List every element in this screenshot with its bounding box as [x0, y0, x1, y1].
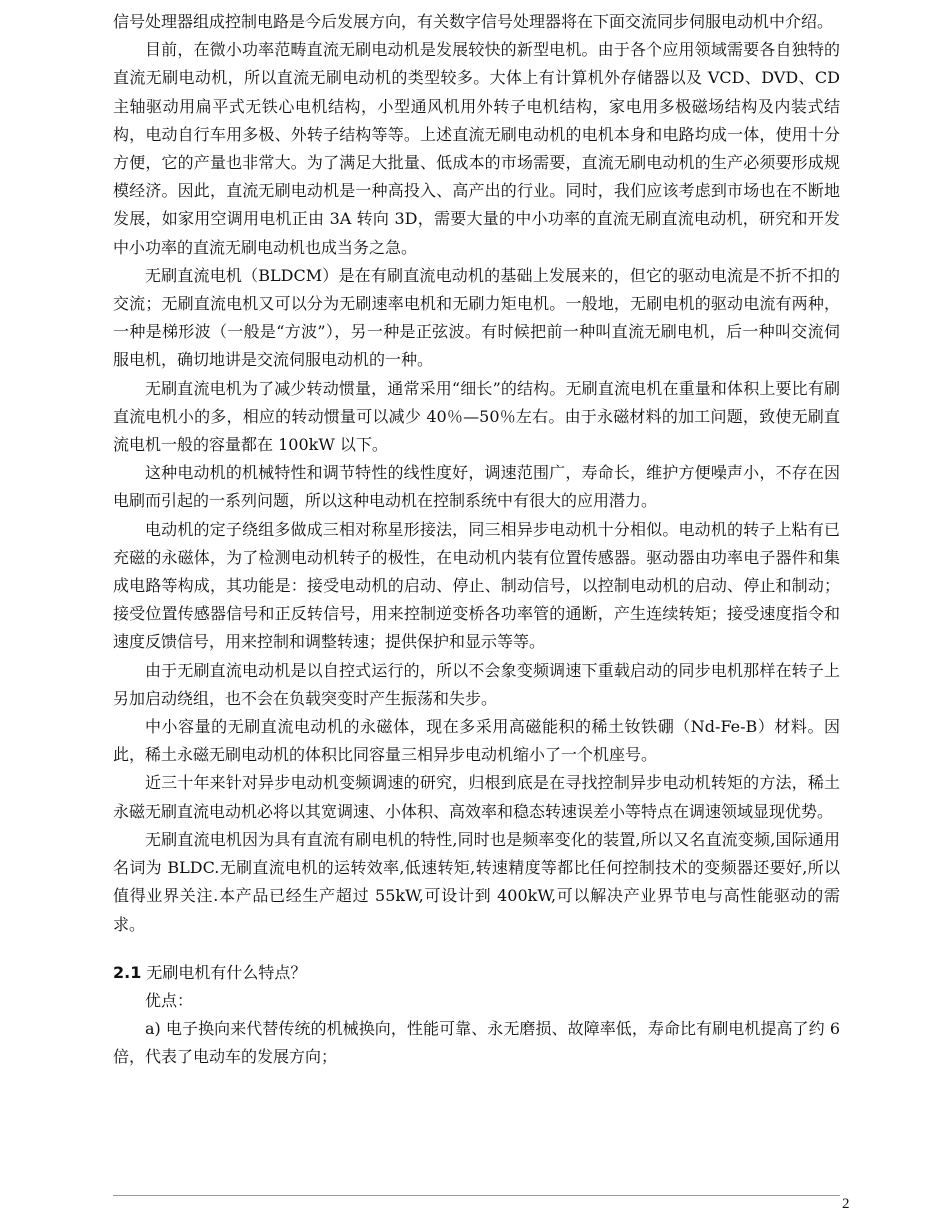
paragraph-9: 近三十年来针对异步电动机变频调速的研究，归根到底是在寻找控制异步电动机转矩的方法，稀土永磁无刷直流电动机必将以其宽调速、小体积、高效率和稳态转速误差小等特点在调速领域显现优势。: [113, 773, 840, 821]
paragraph-2: 目前，在微小功率范畴直流无刷电动机是发展较快的新型电机。由于各个应用领域需要各自独特的直流无刷电动机，所以直流无刷电动机的类型较多。大体上有计算机外存储器以及 VCD、DVD、CD 主轴驱动用扁平式无铁心电机结构，小型通风机用外转子电机结构，家电用多极磁场结构及内装式结构，电动自行车用多极、外转子结构等等。上述直流无刷电动机的电机本身和电路均成一体，使用十分方便，它的产量也非常大。为了满足大批量、低成本的市场需要，直流无刷电动机的生产必须要形成规模经济。因此，直流无刷电动机是一种高投入、高产出的行业。同时，我们应该考虑到市场也在不断地发展，如家用空调用电机正由 3A 转向 3D，需要大量的中小功率的直流无刷直流电动机，研究和开发中小功率的直流无刷电动机也成当务之急。: [113, 40, 846, 257]
paragraph-5: 这种电动机的机械特性和调节特性的线性度好，调速范围广，寿命长，维护方便噪声小，不存在因电刷而引起的一系列问题，所以这种电动机在控制系统中有很大的应用潜力。: [113, 463, 840, 511]
paragraph-advantage-a: a) 电子换向来代替传统的机械换向，性能可靠、永无磨损、故障率低，寿命比有刷电机提高了约 6 倍，代表了电动车的发展方向；: [113, 1019, 846, 1067]
footer-divider: [113, 1195, 840, 1196]
paragraph-7: 由于无刷直流电动机是以自控式运行的，所以不会象变频调速下重载启动的同步电机那样在转子上另加启动绕组，也不会在负载突变时产生振荡和失步。: [113, 660, 840, 708]
paragraph-4: 无刷直流电机为了减少转动惯量，通常采用“细长”的结构。无刷直流电机在重量和体积上要比有刷直流电机小的多，相应的转动惯量可以减少 40％—50％左右。由于永磁材料的加工问题，致使无刷直流电机一般的容量都在 100kW 以下。: [113, 378, 840, 455]
page-body: [113, 0, 846, 1072]
section-title: 无刷电机有什么特点？: [141, 962, 307, 982]
paragraph-6: 电动机的定子绕组多做成三相对称星形接法，同三相异步电动机十分相似。电动机的转子上粘有已充磁的永磁体，为了检测电动机转子的极性，在电动机内装有位置传感器。驱动器由功率电子器件和集成电路等构成，其功能是：接受电动机的启动、停止、制动信号，以控制电动机的启动、停止和制动；接受位置传感器信号和正反转信号，用来控制逆变桥各功率管的通断，产生连续转矩；接受速度指令和速度反馈信号，用来控制和调整转速；提供保护和显示等等。: [113, 519, 840, 652]
page-number: 2: [842, 1196, 850, 1212]
paragraph-1: 信号处理器组成控制电路是今后发展方向，有关数字信号处理器将在下面交流同步伺服电动机中介绍。: [113, 12, 834, 31]
paragraph-8: 中小容量的无刷直流电动机的永磁体，现在多采用高磁能积的稀土钕铁硼（Nd-Fe-B）材料。因此，稀土永磁无刷电动机的体积比同容量三相异步电动机缩小了一个机座号。: [113, 717, 840, 765]
paragraph-3: 无刷直流电机（BLDCM）是在有刷直流电动机的基础上发展来的，但它的驱动电流是不折不扣的交流；无刷直流电机又可以分为无刷速率电机和无刷力矩电机。一般地，无刷电机的驱动电流有两种，一种是梯形波（一般是“方波”），另一种是正弦波。有时候把前一种叫直流无刷电机，后一种叫交流伺服电机，确切地讲是交流伺服电动机的一种。: [113, 265, 840, 370]
section-heading: [113, 959, 840, 987]
section-number: 2.1: [113, 962, 142, 982]
paragraph-10: 无刷直流电机因为具有直流有刷电机的特性,同时也是频率变化的装置,所以又名直流变频,国际通用名词为 BLDC.无刷直流电机的运转效率,低速转矩,转速精度等都比任何控制技术的变频器还要好,所以值得业界关注.本产品已经生产超过 55kW,可设计到 400kW,可以解决产业界节电与高性能驱动的需求。: [113, 829, 840, 934]
paragraph-advantages-label: 优点：: [145, 990, 194, 1010]
